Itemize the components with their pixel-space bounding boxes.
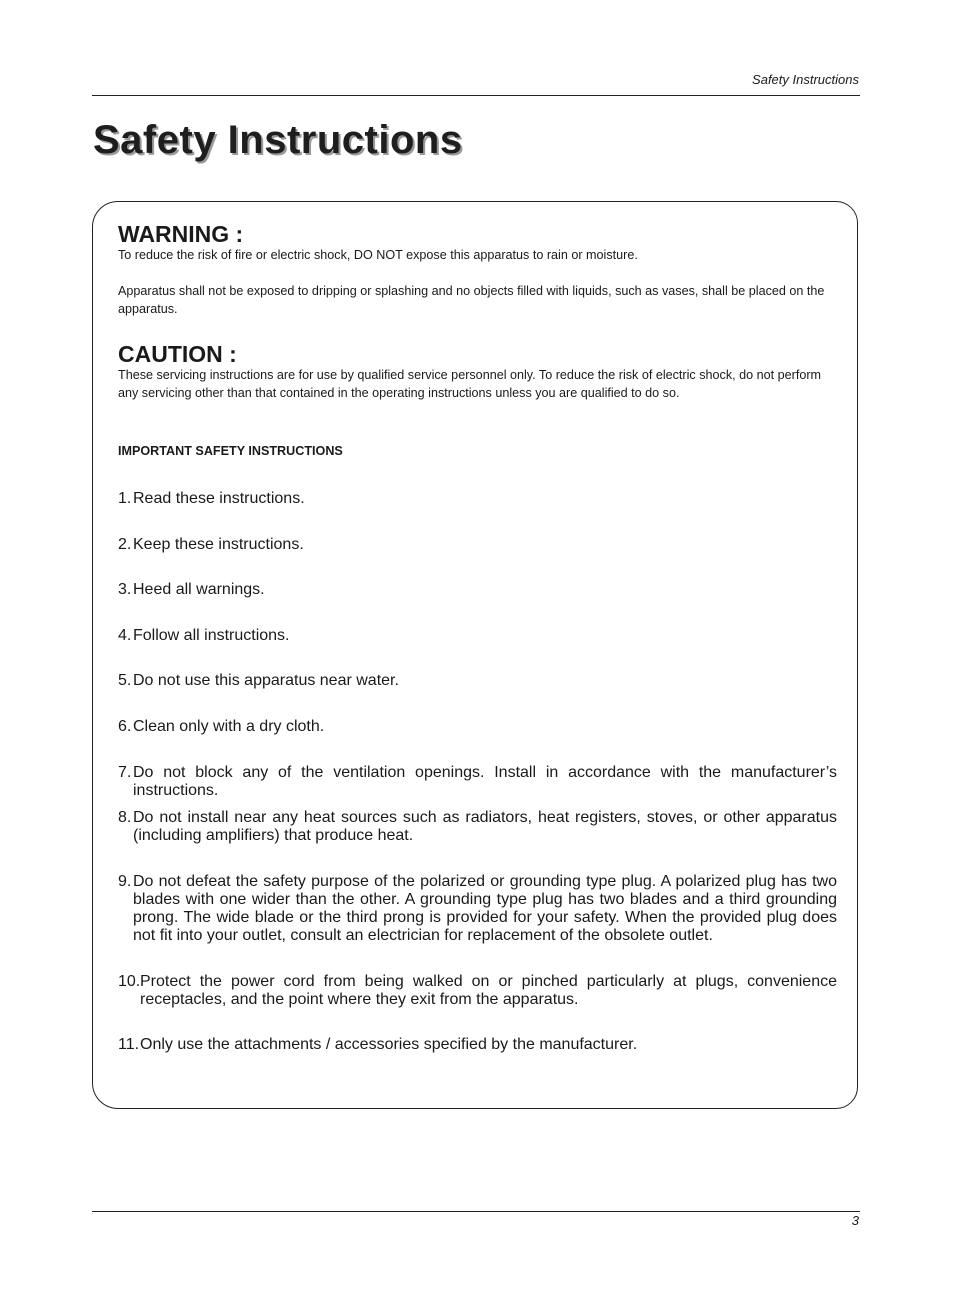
list-item-number: 7. xyxy=(118,764,132,781)
list-item-number: 5. xyxy=(118,672,132,689)
list-item xyxy=(118,672,837,690)
running-header: Safety Instructions xyxy=(752,72,859,87)
list-item-text: Keep these instructions. xyxy=(133,536,304,553)
list-item-number: 3. xyxy=(118,581,132,598)
list-item-text: Follow all instructions. xyxy=(133,627,290,644)
safety-box-content xyxy=(118,222,837,402)
header-rule xyxy=(92,95,860,96)
footer-rule xyxy=(92,1211,860,1212)
caution-paragraph: These servicing instructions are for use by qualified service personnel only. To reduce the risk of electric shock, do not perform any servicing other than that contained in the operating instructions unless you are qualified to do so. xyxy=(118,368,822,400)
list-item-number: 10. xyxy=(118,973,141,990)
warning-heading: WARNING : xyxy=(118,221,244,247)
list-item xyxy=(118,536,837,554)
caution-heading: CAUTION : xyxy=(118,341,237,367)
list-item xyxy=(118,764,837,800)
important-instructions-title: IMPORTANT SAFETY INSTRUCTIONS xyxy=(118,444,343,458)
list-item-text: Protect the power cord from being walked on or pinched particularly at plugs, convenience receptacles, and the point where they exit from the apparatus. xyxy=(140,973,837,1008)
list-item-number: 6. xyxy=(118,718,132,735)
list-item xyxy=(118,627,837,645)
list-item xyxy=(118,1036,837,1054)
list-item-text: Do not defeat the safety purpose of the polarized or grounding type plug. A polarized plug has two blades with one wider than the other. A grounding type plug has two blades and a third grounding prong. The wide blade or the third prong is provided for your safety. When the provided plug does not fit into your outlet, consult an electrician for replacement of the obsolete outlet. xyxy=(133,873,837,944)
list-item-text: Clean only with a dry cloth. xyxy=(133,718,325,735)
list-item-number: 11. xyxy=(118,1036,140,1053)
list-item-text: Do not use this apparatus near water. xyxy=(133,672,399,689)
warning-paragraph-1: To reduce the risk of fire or electric shock, DO NOT expose this apparatus to rain or moisture. xyxy=(118,248,638,262)
list-item-number: 8. xyxy=(118,809,132,826)
warning-paragraph-2: Apparatus shall not be exposed to dripping or splashing and no objects filled with liquids, such as vases, shall be placed on the apparatus. xyxy=(118,284,825,316)
list-item-number: 1. xyxy=(118,490,132,507)
page-number: 3 xyxy=(851,1213,859,1228)
list-item-number: 4. xyxy=(118,627,132,644)
list-item xyxy=(118,490,837,508)
list-item-text: Only use the attachments / accessories specified by the manufacturer. xyxy=(140,1036,638,1053)
list-item-number: 9. xyxy=(118,873,132,890)
list-item xyxy=(118,581,837,599)
list-item-text: Do not block any of the ventilation openings. Install in accordance with the manufacturer’s instructions. xyxy=(133,764,837,799)
list-item-text: Read these instructions. xyxy=(133,490,305,507)
list-item-text: Do not install near any heat sources such as radiators, heat registers, stoves, or other apparatus (including amplifiers) that produce heat. xyxy=(133,809,837,844)
safety-box xyxy=(92,201,858,1109)
list-item xyxy=(118,718,837,736)
list-item-number: 2. xyxy=(118,536,132,553)
list-item-text: Heed all warnings. xyxy=(133,581,265,598)
list-item xyxy=(118,873,837,945)
page-title: Safety Instructions xyxy=(93,118,463,162)
list-item xyxy=(118,973,837,1009)
list-item xyxy=(118,809,837,845)
